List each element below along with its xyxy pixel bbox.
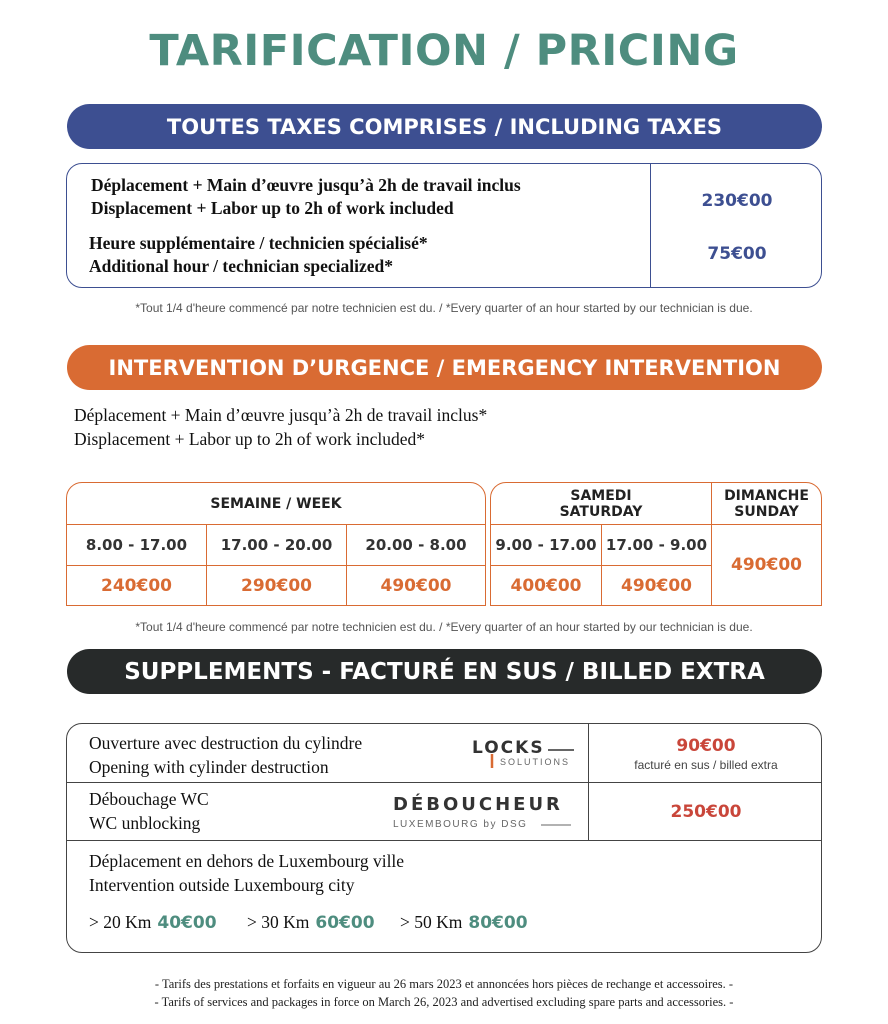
saturday-header: [491, 483, 711, 524]
cylinder-service-en: Opening with cylinder destruction: [89, 757, 329, 777]
locks-solutions-logo: [472, 736, 582, 770]
week-slot-price: 290€00: [241, 576, 312, 596]
saturday-label-en: SATURDAY: [559, 503, 643, 520]
saturday-label-fr: SAMEDI: [570, 487, 632, 504]
supplements-table: [66, 723, 822, 953]
wc-price: 250€00: [670, 802, 742, 822]
row-divider: [67, 782, 821, 783]
travel-distance: > 20 Km: [89, 912, 152, 932]
locks-logo-sub: SOLUTIONS: [500, 757, 571, 767]
emergency-desc-fr: Déplacement + Main d’œuvre jusqu’à 2h de travail inclus*: [74, 405, 488, 425]
travel-price: 60€00: [315, 913, 375, 933]
travel-en: Intervention outside Luxembourg city: [89, 875, 355, 895]
key-icon: [488, 754, 496, 768]
emergency-footnote: *Tout 1/4 d'heure commencé par notre technicien est du. / *Every quarter of an hour started by our technician is due.: [135, 620, 753, 634]
cylinder-service-fr: Ouverture avec destruction du cylindre: [89, 733, 363, 753]
sunday-label-en: SUNDAY: [734, 503, 799, 520]
cylinder-service-text: [89, 731, 362, 779]
section-header-including-taxes: TOUTES TAXES COMPRISES / INCLUDING TAXES: [67, 104, 822, 149]
saturday-slot-price: 490€00: [621, 576, 692, 596]
week-header: SEMAINE / WEEK: [210, 495, 342, 512]
base-service-en: Displacement + Labor up to 2h of work included: [91, 198, 454, 218]
week-rate-table: [66, 482, 486, 606]
week-slot-time: 8.00 - 17.00: [85, 535, 188, 554]
additional-hour-price: 75€00: [707, 244, 767, 264]
section-header-supplements: SUPPLEMENTS - FACTURÉ EN SUS / BILLED EXTRA: [67, 649, 822, 694]
emergency-desc-en: Displacement + Labor up to 2h of work included*: [74, 429, 426, 449]
travel-price: 80€00: [468, 913, 528, 933]
saturday-slot-time: 9.00 - 17.00: [495, 535, 597, 554]
additional-hour-en: Additional hour / technician specialized*: [89, 256, 394, 276]
travel-fr: Déplacement en dehors de Luxembourg ville: [89, 851, 405, 871]
section-header-emergency: INTERVENTION D’URGENCE / EMERGENCY INTERVENTION: [67, 345, 822, 390]
week-slot-time: 20.00 - 8.00: [365, 535, 467, 554]
logo-line-icon: [541, 823, 571, 827]
saturday-slot-time: 17.00 - 9.00: [605, 535, 708, 554]
wc-service-text: [89, 787, 209, 835]
travel-option: [400, 912, 528, 933]
wc-service-en: WC unblocking: [89, 813, 201, 833]
deboucheur-logo-sub: LUXEMBOURG by DSG: [393, 819, 528, 830]
footer-note-fr: - Tarifs des prestations et forfaits en vigueur au 26 mars 2023 et annoncées hors pièces de rechange et accessoires. -: [154, 977, 734, 991]
travel-distance: > 50 Km: [400, 912, 463, 932]
wc-service-fr: Débouchage WC: [89, 789, 209, 809]
week-slot-price: 240€00: [101, 576, 172, 596]
travel-text: [89, 849, 404, 897]
travel-price: 40€00: [157, 913, 217, 933]
row-divider: [67, 840, 821, 841]
base-service-fr: Déplacement + Main d’œuvre jusqu’à 2h de travail inclus: [91, 175, 521, 195]
including-taxes-table: [66, 163, 822, 288]
cylinder-price: 90€00: [676, 736, 736, 756]
week-slot-time: 17.00 - 20.00: [220, 535, 333, 554]
footer-note-en: - Tarifs of services and packages in force on March 26, 2023 and advertised excluding spare parts and accessories. -: [154, 995, 734, 1009]
logo-line-icon: [548, 748, 574, 752]
travel-option: [89, 912, 217, 933]
deboucheur-logo: [393, 794, 573, 834]
base-service-text: [91, 174, 521, 220]
sunday-header: [712, 483, 821, 524]
page-title: TARIFICATION / PRICING: [149, 26, 739, 76]
travel-distance: > 30 Km: [247, 912, 310, 932]
deboucheur-logo-text: DÉBOUCHEUR: [393, 794, 563, 815]
travel-option: [247, 912, 375, 933]
saturday-slot-price: 400€00: [510, 576, 582, 596]
weekend-rate-table: [490, 482, 822, 606]
sunday-price: 490€00: [731, 555, 802, 575]
base-service-price: 230€00: [701, 191, 773, 211]
divider: [650, 164, 651, 287]
week-slot-price: 490€00: [380, 576, 452, 596]
locks-logo-text: LOCKS: [472, 738, 545, 758]
additional-hour-fr: Heure supplémentaire / technicien spécialisé*: [89, 233, 428, 253]
cylinder-price-note: facturé en sus / billed extra: [634, 758, 778, 772]
taxes-footnote: *Tout 1/4 d'heure commencé par notre technicien est du. / *Every quarter of an hour started by our technician is due.: [135, 301, 753, 315]
additional-hour-text: [89, 232, 428, 278]
sunday-label-fr: DIMANCHE: [724, 487, 809, 504]
emergency-description: [74, 403, 487, 451]
